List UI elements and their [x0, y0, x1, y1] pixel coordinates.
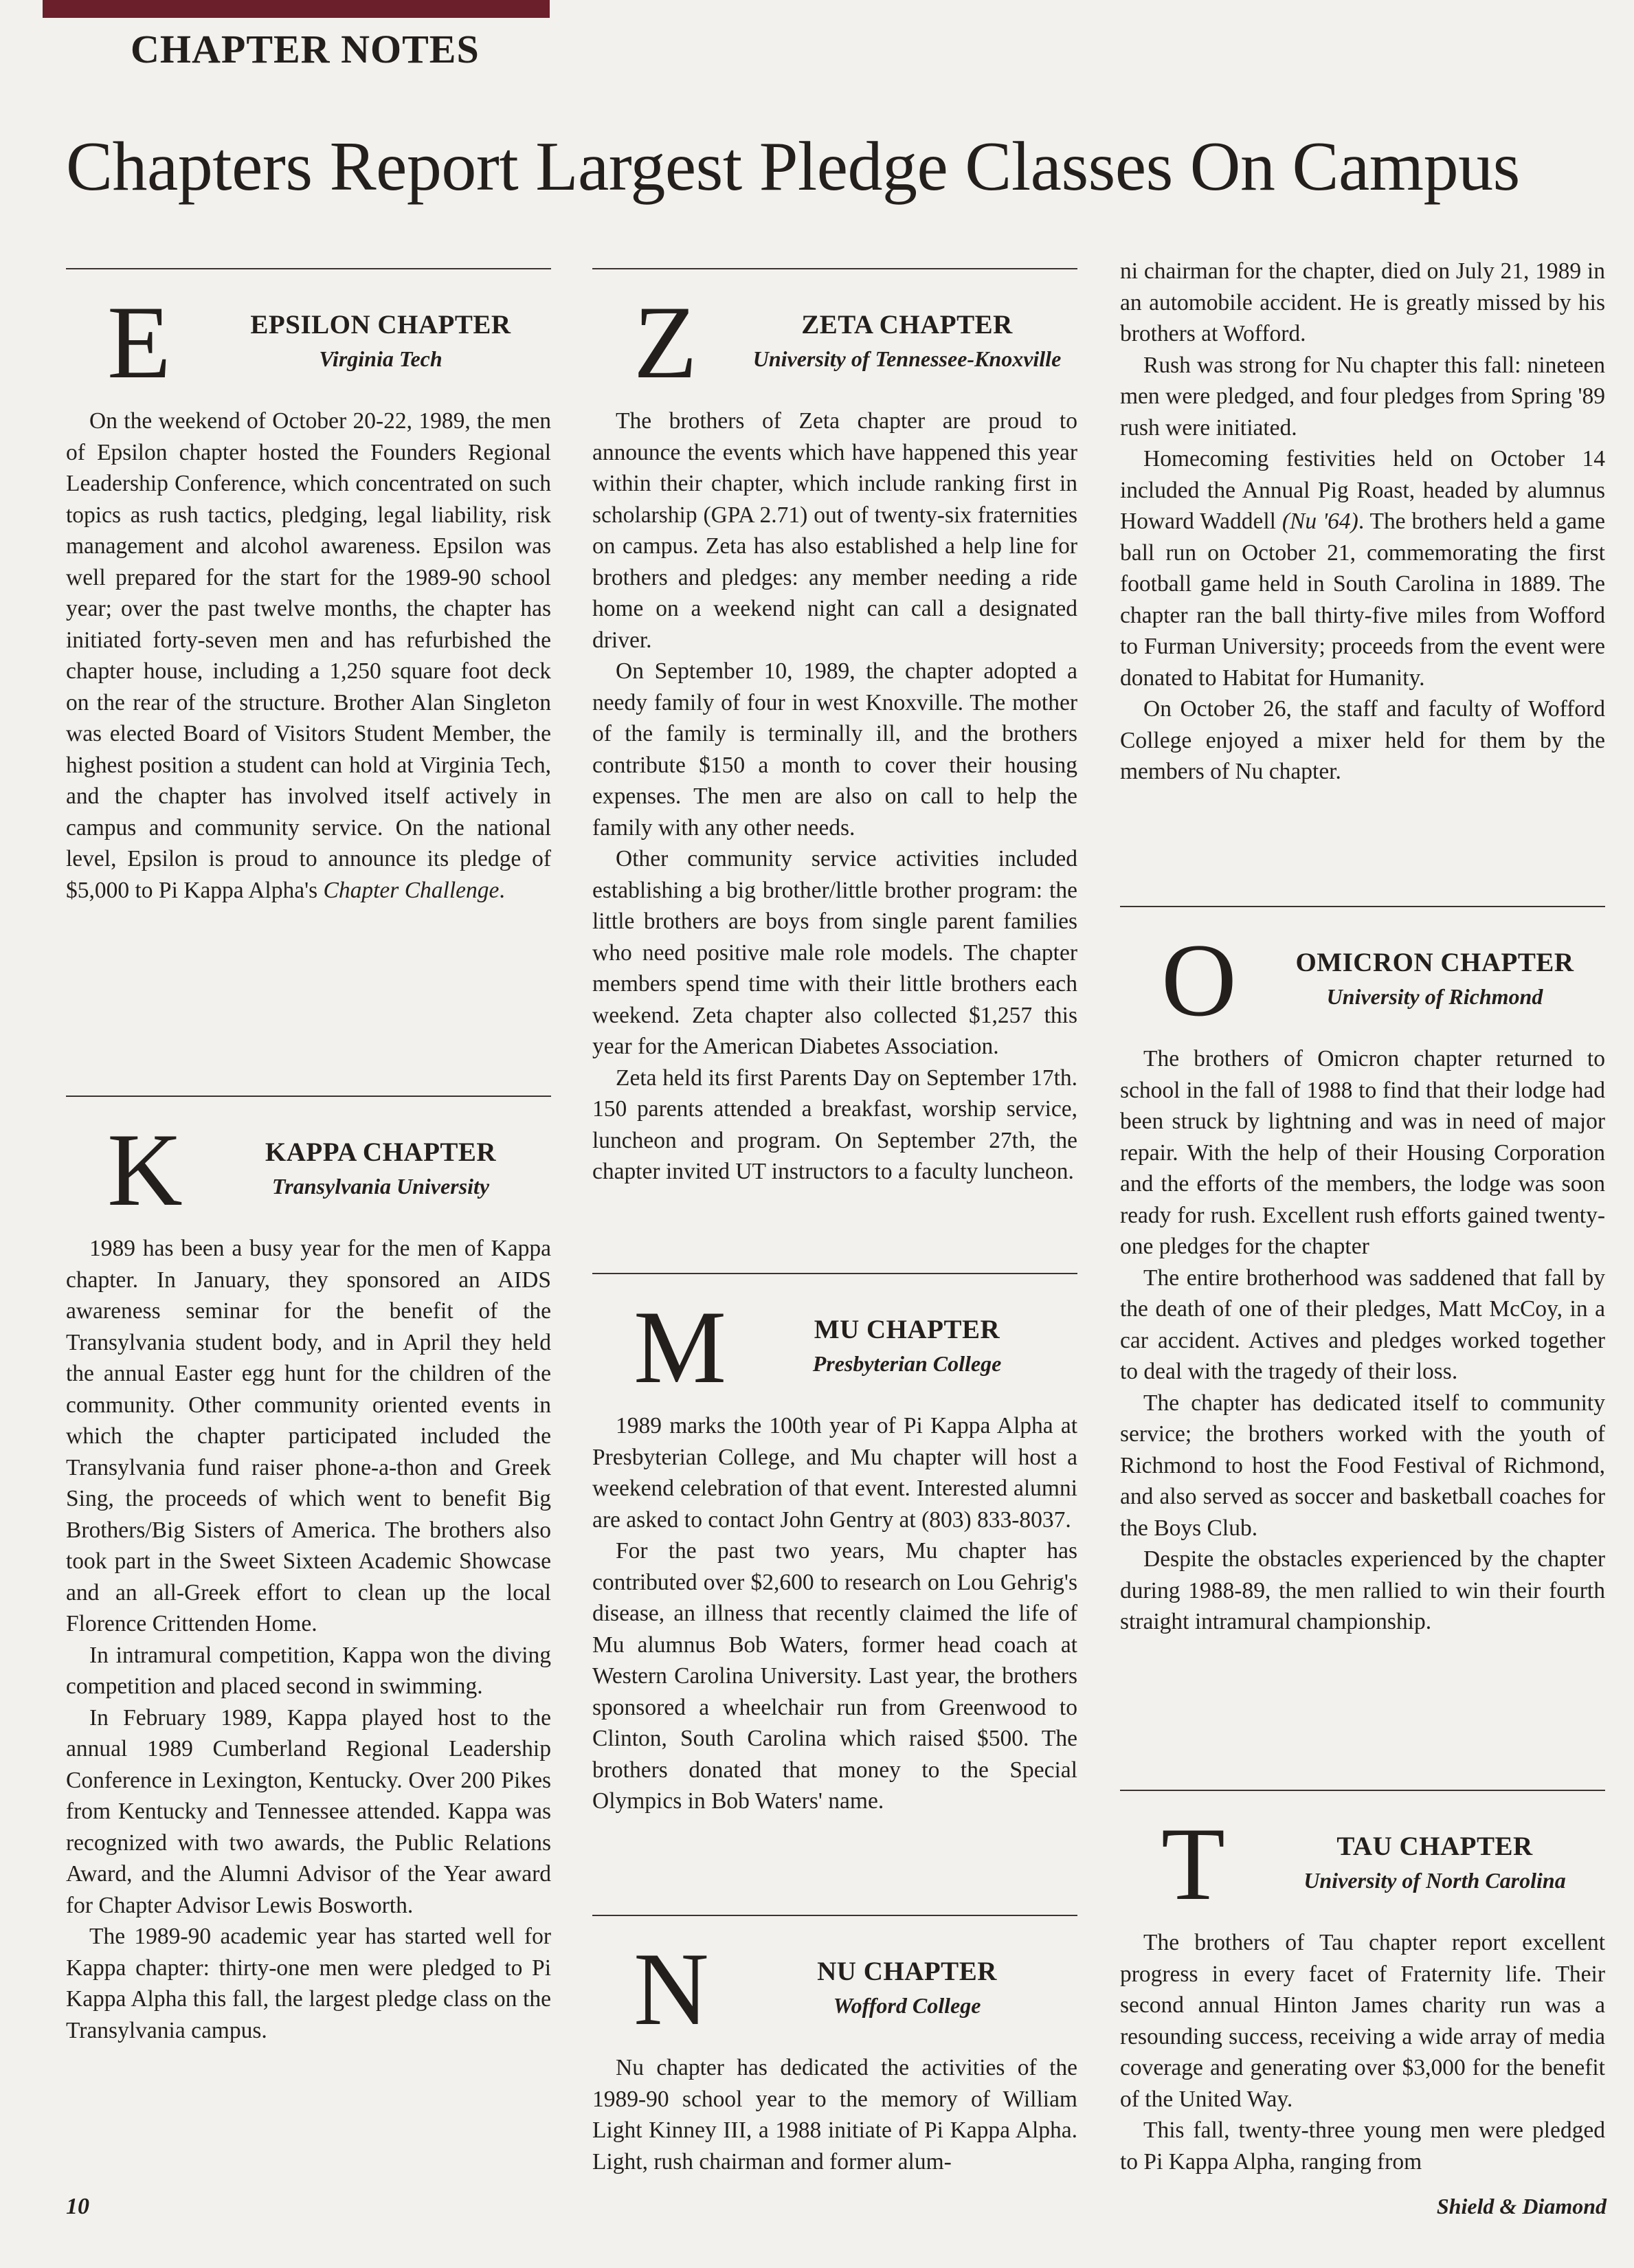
- chapter-name: TAU CHAPTER: [1336, 1832, 1533, 1861]
- dropcap-letter: Z: [634, 285, 697, 400]
- chapter-name: KAPPA CHAPTER: [265, 1137, 497, 1167]
- chapter-header-nu: [592, 1931, 1077, 2052]
- chapter-name: MU CHAPTER: [814, 1315, 1000, 1344]
- divider: [1120, 1790, 1605, 1791]
- chapter-header-zeta: [592, 285, 1077, 405]
- divider: [592, 1273, 1077, 1274]
- divider: [66, 268, 551, 269]
- divider: [592, 268, 1077, 269]
- column-2-nu: [592, 1915, 1077, 2177]
- column-2-mu: [592, 1273, 1077, 1817]
- chapter-name: ZETA CHAPTER: [801, 310, 1013, 340]
- paragraph: ni chairman for the chapter, died on July 21, 1989 in an automobile accident. He is greatly missed by his brothers at Wofford.: [1120, 258, 1605, 346]
- column-3: [1120, 256, 1605, 788]
- paragraph: Other community service activities included establishing a big brother/little brother program: the little brothers are boys from single parent families who need positive male role models. The chapter members spend time with their little brothers each weekend. Zeta chapter also collected $1,257 this year for the American Diabetes Association.: [592, 846, 1077, 1059]
- dropcap-letter: K: [107, 1112, 183, 1227]
- paragraph: The brothers of Omicron chapter returned to school in the fall of 1988 to find that their lodge had been struck by lightning and was in need of major repair. With the help of their Housing Corporation and the efforts of the members, the lodge was soon ready for rush. Excellent rush efforts gained twenty-one pledges for the chapter: [1120, 1046, 1605, 1259]
- section-label: CHAPTER NOTES: [131, 27, 480, 71]
- chapter-school: Wofford College: [833, 1993, 981, 2018]
- publication-name: Shield & Diamond: [1436, 2194, 1607, 2219]
- paragraph: The brothers of Zeta chapter are proud to announce the events which have happened this year within their chapter, which include ranking first in scholarship (GPA 2.71) out of twenty-six fraternities on campus. Zeta has also established a help line for brothers and pledges: any member needing a ride home on a weekend night can call a designated driver.: [592, 408, 1077, 653]
- chapter-header-epsilon: [66, 285, 551, 405]
- dropcap-letter: N: [634, 1931, 709, 2047]
- chapter-school: University of Richmond: [1326, 984, 1543, 1009]
- paragraph: For the past two years, Mu chapter has contributed over $2,600 to research on Lou Gehrig's disease, an illness that recently claimed the life of Mu alumnus Bob Waters, former head coach at Western Carolina University. Last year, the brothers sponsored a wheelchair run from Greenwood to Clinton, South Carolina which raised $500. The brothers donated that money to the Special Olympics in Bob Waters' name.: [592, 1538, 1077, 1814]
- chapter-school: Presbyterian College: [812, 1351, 1002, 1376]
- divider: [66, 1096, 551, 1097]
- chapter-school: University of Tennessee-Knoxville: [752, 346, 1062, 371]
- chapter-header-mu: [592, 1289, 1077, 1410]
- paragraph: In intramural competition, Kappa won the diving competition and placed second in swimming.: [66, 1642, 551, 1699]
- chapter-school: University of North Carolina: [1303, 1868, 1566, 1893]
- paragraph: The entire brotherhood was saddened that fall by the death of one of their pledges, Matt McCoy, in a car accident. Actives and pledges worked together to deal with the tragedy of their loss.: [1120, 1265, 1605, 1384]
- chapter-school: Transylvania University: [271, 1174, 490, 1199]
- chapter-school: Virginia Tech: [319, 346, 443, 371]
- paragraph: Nu chapter has dedicated the activities of the 1989-90 school year to the memory of William Light Kinney III, a 1988 initiate of Pi Kappa Alpha. Light, rush chairman and former alum-: [592, 2055, 1077, 2175]
- paragraph: 1989 has been a busy year for the men of Kappa chapter. In January, they sponsored an AIDS awareness seminar for the benefit of the Transylvania student body, and in April they held the annual Easter egg hunt for the children of the community. Other community oriented events in which the chapter participated included the Transylvania fund raiser phone-a-thon and Greek Sing, the proceeds of which went to benefit Big Brothers/Big Sisters of America. The brothers also took part in the Sweet Sixteen Academic Showcase and an all-Greek effort to clean up the local Florence Crittenden Home.: [66, 1236, 551, 1636]
- emphasized-note: (Nu '64): [1282, 509, 1358, 534]
- column-2: [592, 268, 1077, 1188]
- column-3-tau: [1120, 1790, 1605, 2177]
- page-number: 10: [66, 2194, 89, 2219]
- paragraph: In February 1989, Kappa played host to the annual 1989 Cumberland Regional Leadership Conference in Lexington, Kentucky. Over 200 Pikes from Kentucky and Tennessee attended. Kappa was recognized with two awards, the Public Relations Award, and the Alumni Advisor of the Year award for Chapter Advisor Lewis Bosworth.: [66, 1704, 551, 1918]
- chapter-name: EPSILON CHAPTER: [250, 310, 511, 340]
- paragraph: Despite the obstacles experienced by the chapter during 1988-89, the men rallied to win their fourth straight intramural championship.: [1120, 1546, 1605, 1634]
- dropcap-letter: M: [634, 1289, 727, 1405]
- header-color-bar: [43, 0, 550, 18]
- chapter-name: NU CHAPTER: [817, 1957, 997, 1986]
- paragraph: Rush was strong for Nu chapter this fall: nineteen men were pledged, and four pledges from Spring '89 rush were initiated.: [1120, 352, 1605, 441]
- paragraph: The chapter has dedicated itself to community service; the brothers worked with the youth of Richmond to host the Food Festival of Richmond, and also served as soccer and basketball coaches for the Boys Club.: [1120, 1390, 1605, 1541]
- chapter-header-tau: [1120, 1806, 1605, 1927]
- chapter-header-omicron: [1120, 922, 1605, 1043]
- paragraph: 1989 marks the 100th year of Pi Kappa Alpha at Presbyterian College, and Mu chapter will host a weekend celebration of that event. Interested alumni are asked to contact John Gentry at (803) 833-8037.: [592, 1413, 1077, 1533]
- paragraph: Homecoming festivities held on October 14 included the Annual Pig Roast, headed by alumnus Howard Waddell (Nu '64). The brothers held a game ball run on October 21, commemorating the first football game held in South Carolina in 1889. The chapter ran the ball thirty-five miles from Wofford to Furman University; proceeds from the event were donated to Habitat for Humanity.: [1120, 446, 1606, 691]
- paragraph: Zeta held its first Parents Day on September 17th. 150 parents attended a breakfast, worship service, luncheon and program. On September 27th, the chapter invited UT instructors to a faculty luncheon.: [592, 1065, 1077, 1184]
- column-1: [66, 268, 551, 906]
- page-title: Chapters Report Largest Pledge Classes On Campus: [66, 128, 1520, 205]
- paragraph: The 1989-90 academic year has started well for Kappa chapter: thirty-one men were pledged to Pi Kappa Alpha this fall, the largest pledge class on the Transylvania campus.: [66, 1924, 551, 2043]
- paragraph: On September 10, 1989, the chapter adopted a needy family of four in west Knoxville. The mother of the family is terminally ill, and the brothers contribute $150 a month to cover their housing expenses. The men are also on call to help the family with any other needs.: [592, 658, 1077, 841]
- emphasized-title: Chapter Challenge: [323, 877, 500, 903]
- paragraph: This fall, twenty-three young men were pledged to Pi Kappa Alpha, ranging from: [1120, 2117, 1605, 2175]
- paragraph: On October 26, the staff and faculty of Wofford College enjoyed a mixer held for them by the members of Nu chapter.: [1120, 696, 1605, 784]
- chapter-name: OMICRON CHAPTER: [1295, 948, 1574, 977]
- column-3-omicron: [1120, 906, 1605, 1638]
- dropcap-letter: O: [1161, 922, 1237, 1038]
- paragraph: The brothers of Tau chapter report excellent progress in every facet of Fraternity life. Their second annual Hinton James charity run was a resounding success, receiving a wide array of media coverage and generating over $3,000 for the benefit of the United Way.: [1120, 1930, 1605, 2112]
- chapter-header-kappa: [66, 1112, 551, 1233]
- paragraph: On the weekend of October 20-22, 1989, the men of Epsilon chapter hosted the Founders Regional Leadership Conference, which concentrated on such topics as rush tactics, pledging, legal liability, risk management and alcohol awareness. Epsilon was well prepared for the start for the 1989-90 school year; over the past twelve months, the chapter has initiated forty-seven men and has refurbished the chapter house, including a 1,250 square foot deck on the rear of the structure. Brother Alan Singleton was elected Board of Visitors Student Member, the highest position a student can hold at Virginia Tech, and the chapter has involved itself actively in campus and community service. On the national level, Epsilon is proud to announce its pledge of $5,000 to Pi Kappa Alpha's Chapter Challenge.: [66, 408, 551, 903]
- dropcap-letter: T: [1161, 1806, 1225, 1922]
- divider: [592, 1915, 1077, 1916]
- column-1-kappa: [66, 1096, 551, 2046]
- divider: [1120, 906, 1605, 907]
- dropcap-letter: E: [107, 285, 171, 400]
